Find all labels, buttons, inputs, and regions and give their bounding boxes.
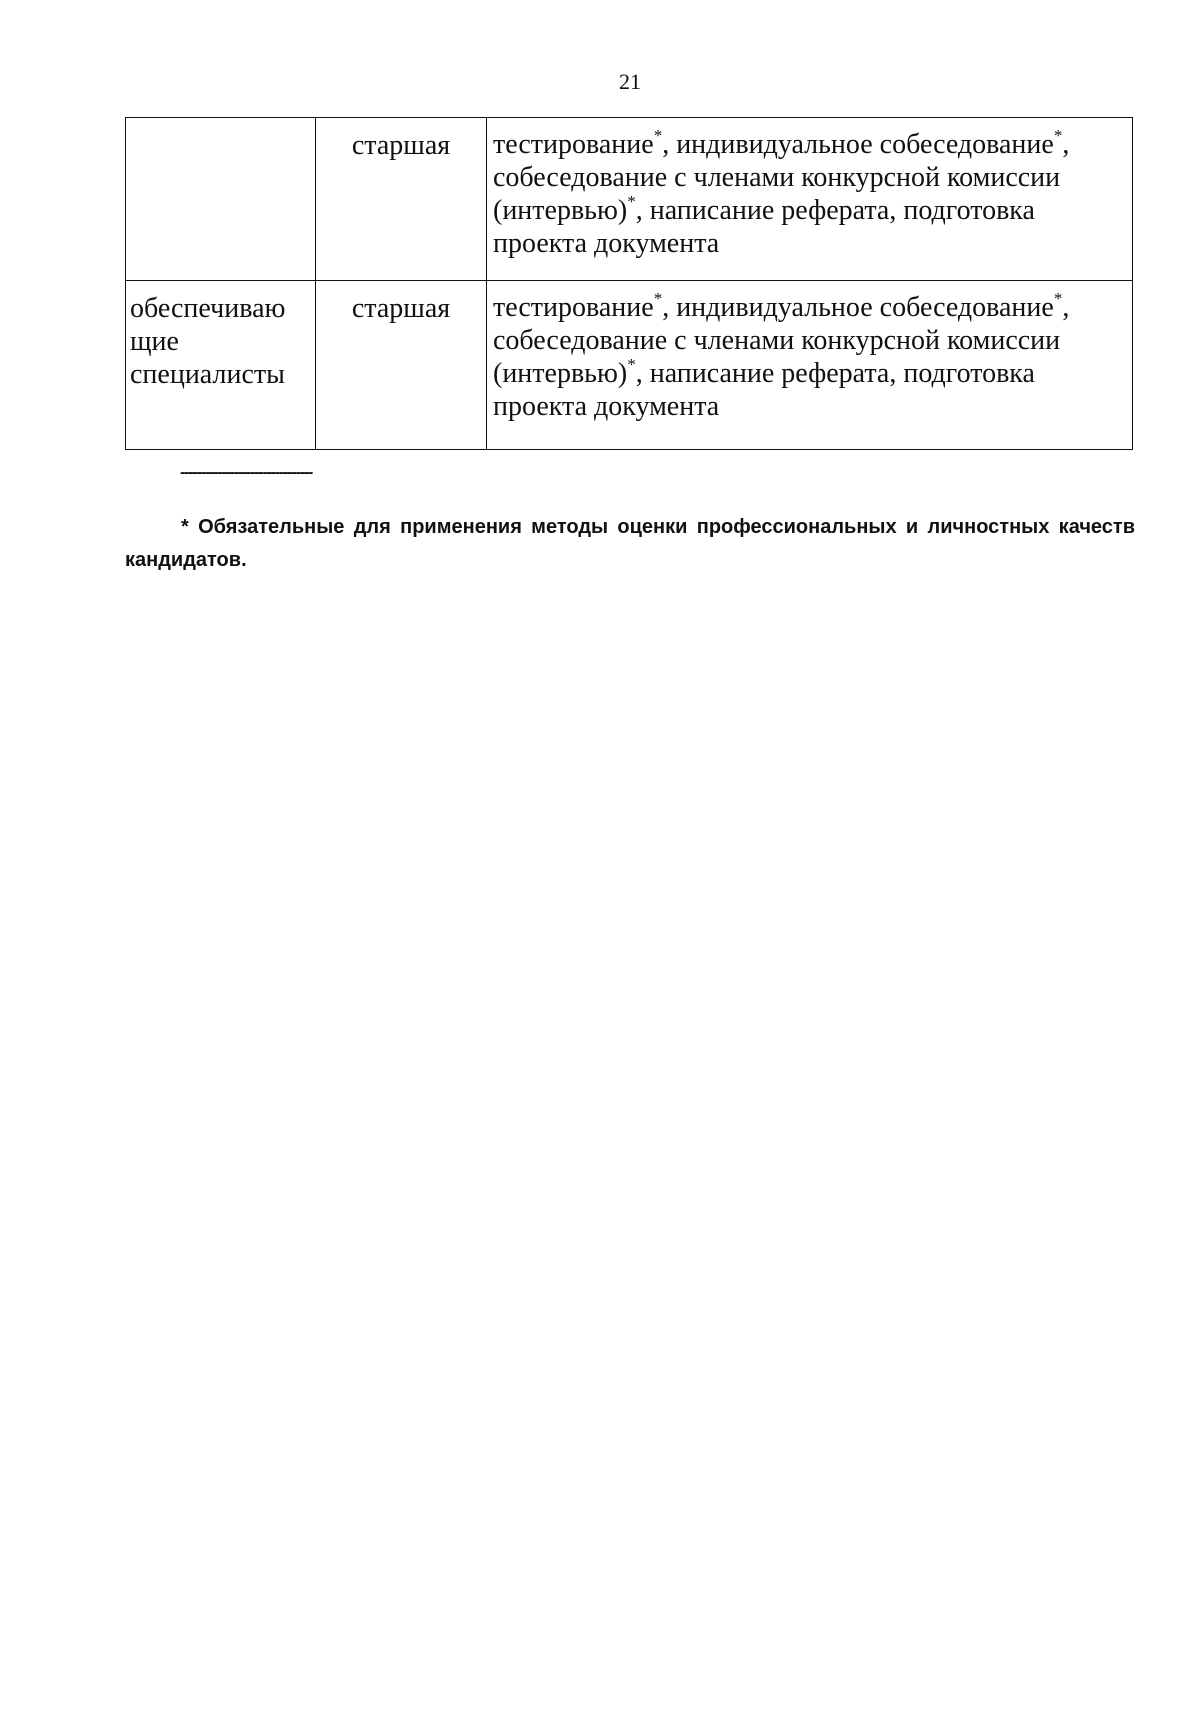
methods-line (493, 128, 1126, 161)
category-line: обеспечиваю (130, 293, 286, 324)
category-cell (126, 118, 316, 281)
footnote (125, 511, 1135, 577)
page-number: 21 (619, 69, 641, 94)
group-cell: старшая (316, 118, 487, 281)
methods-line (493, 194, 1126, 227)
method-text: тестирование (493, 129, 654, 160)
methods-line (493, 324, 1126, 357)
method-text: , написание реферата, подготовка (635, 358, 1035, 389)
table-row (126, 118, 1133, 281)
footnote-line: * Обязательные для применения методы оценки профессиональных и личностных качеств (181, 516, 1135, 538)
footnote-separator: -------------------------------- (180, 464, 313, 481)
asterisk-mark: * (1053, 126, 1063, 145)
method-text: собеседование с членами конкурсной комиссии (493, 162, 1061, 193)
group-cell: старшая (316, 281, 487, 450)
methods-line (493, 390, 1126, 423)
methods-cell (487, 281, 1133, 450)
method-text: тестирование (493, 292, 654, 323)
asterisk-mark: * (627, 355, 636, 374)
footnote-line: кандидатов. (125, 549, 247, 571)
methods-cell (487, 118, 1133, 281)
method-text: , (1062, 129, 1070, 160)
asterisk-mark: * (653, 289, 663, 308)
category-cell (126, 281, 316, 450)
method-text: , (1062, 292, 1070, 323)
method-text: , индивидуальное собеседование (662, 129, 1054, 160)
asterisk-mark: * (627, 192, 636, 211)
methods-table (125, 117, 1133, 450)
method-text: проекта документа (493, 228, 720, 259)
asterisk-mark: * (653, 126, 663, 145)
methods-line (493, 227, 1126, 260)
methods-line (493, 291, 1126, 324)
method-text: (интервью) (493, 358, 628, 389)
asterisk-mark: * (1053, 289, 1063, 308)
method-text: , индивидуальное собеседование (662, 292, 1054, 323)
method-text: собеседование с членами конкурсной комиссии (493, 325, 1061, 356)
method-text: , написание реферата, подготовка (635, 195, 1035, 226)
methods-line (493, 161, 1126, 194)
methods-line (493, 357, 1126, 390)
method-text: проекта документа (493, 391, 720, 422)
category-line: специалисты (130, 359, 285, 390)
category-line: щие (130, 326, 179, 357)
method-text: (интервью) (493, 195, 628, 226)
table-row (126, 281, 1133, 450)
